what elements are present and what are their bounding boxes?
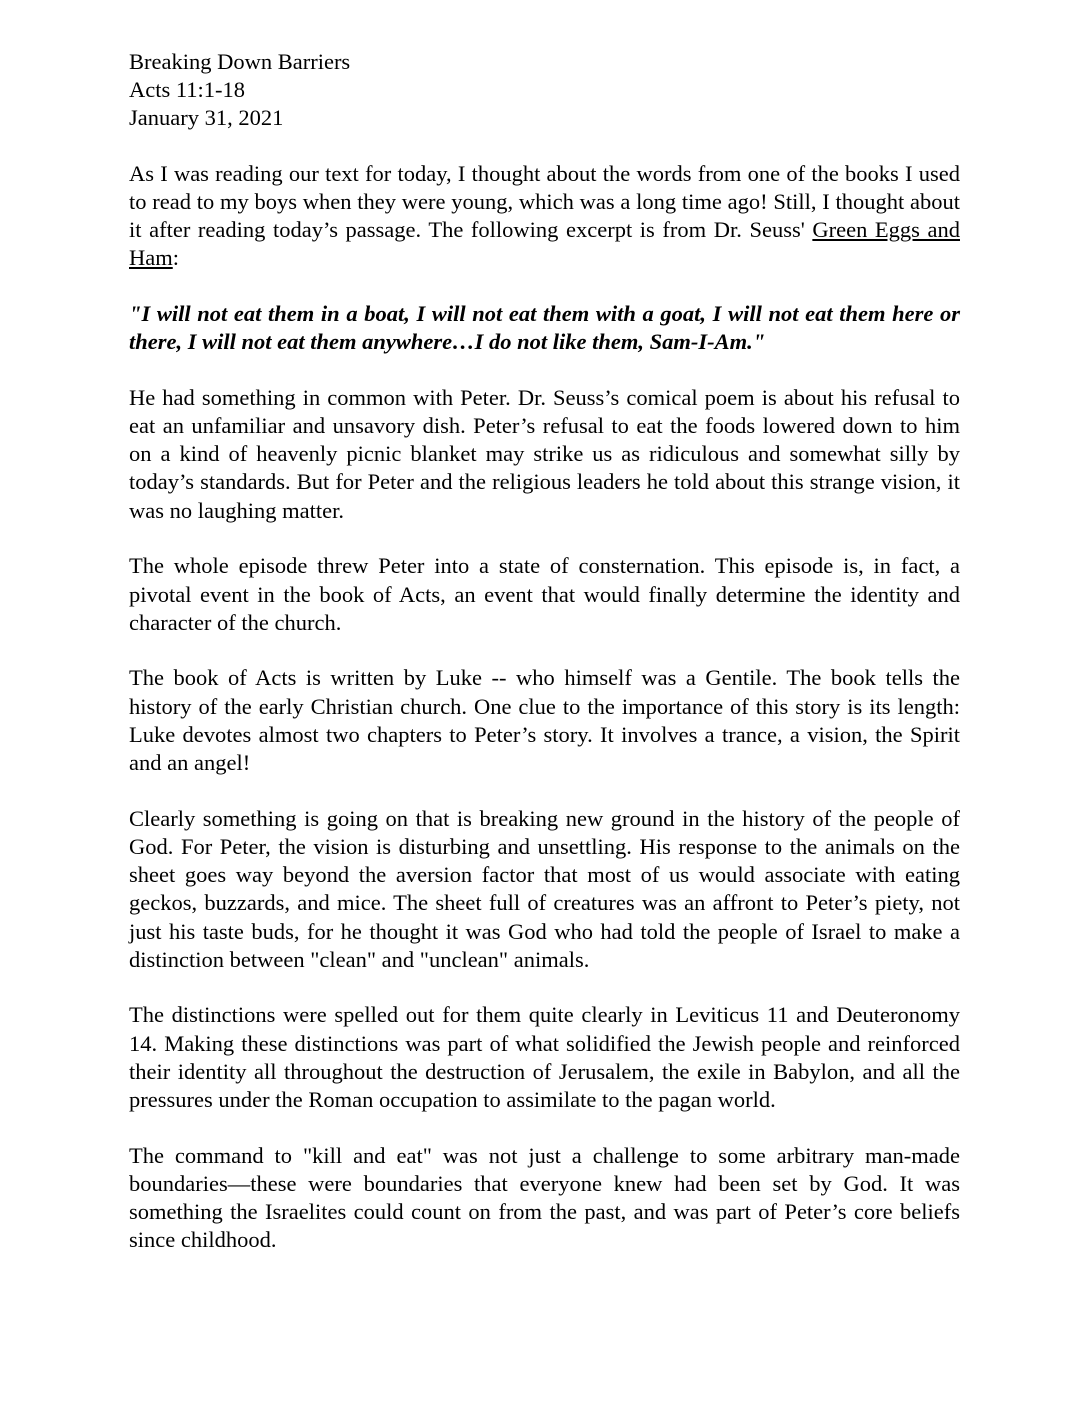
document-page bbox=[129, 48, 960, 1282]
intro-colon: : bbox=[172, 245, 180, 271]
paragraph-peter-comparison: He had something in common with Peter. Dr. Seuss’s comical poem is about his refusal to eat an unfamiliar and unsavory dish. Peter’s refusal to eat the foods lowered down to him on a kind of heavenly picnic blanket may strike us as ridiculous and somewhat silly by today’s standards. But for Peter and the religious leaders he told about this strange vision, it was no laughing matter. bbox=[129, 384, 960, 523]
scripture-reference: Acts 11:1-18 bbox=[129, 77, 246, 103]
paragraph-new-ground: Clearly something is going on that is breaking new ground in the history of the people of God. For Peter, the vision is disturbing and unsettling. His response to the animals on the sheet goes way beyond the aversion factor that most of us would associate with eating geckos, buzzards, and mice. The sheet full of creatures was an affront to Peter’s piety, not just his taste buds, for he thought it was God who had told the people of Israel to make a distinction between "clean" and "unclean" animals. bbox=[129, 805, 960, 972]
intro-text: As I was reading our text for today, I thought about the words from one of the books I used to read to my boys when they were young, which was a long time ago! Still, I thought about it after reading today’s passage. The following excerpt is from Dr. Seuss' bbox=[129, 160, 960, 243]
intro-paragraph bbox=[129, 160, 960, 273]
paragraph-book-of-acts: The book of Acts is written by Luke -- who himself was a Gentile. The book tells the history of the early Christian church. One clue to the importance of this story is its length: Luke devotes almost two chapters to Peter’s story. It involves a trance, a vision, the Spirit and an angel! bbox=[129, 665, 960, 776]
paragraph-kill-and-eat: The command to "kill and eat" was not just a challenge to some arbitrary man-made boundaries—these were boundaries that everyone knew had been set by God. It was something the Israelites could count on from the past, and was part of Peter’s core beliefs since childhood. bbox=[129, 1142, 960, 1253]
seuss-quote: "I will not eat them in a boat, I will not eat them with a goat, I will not eat them here or there, I will not eat them anywhere…I do not like them, Sam-I-Am." bbox=[129, 300, 960, 355]
sermon-date: January 31, 2021 bbox=[129, 105, 284, 131]
paragraph-consternation: The whole episode threw Peter into a state of consternation. This episode is, in fact, a pivotal event in the book of Acts, an event that would finally determine the identity and character of the church. bbox=[129, 553, 960, 635]
paragraph-distinctions: The distinctions were spelled out for them quite clearly in Leviticus 11 and Deuteronomy 14. Making these distinctions was part of what solidified the Jewish people and reinforced their identity all throughout the destruction of Jerusalem, the exile in Babylon, and all the pressures under the Roman occupation to assimilate to the pagan world. bbox=[129, 1002, 960, 1113]
document-header bbox=[129, 48, 960, 133]
book-title: Green Eggs and Ham bbox=[129, 217, 960, 271]
sermon-title: Breaking Down Barriers bbox=[129, 49, 351, 74]
